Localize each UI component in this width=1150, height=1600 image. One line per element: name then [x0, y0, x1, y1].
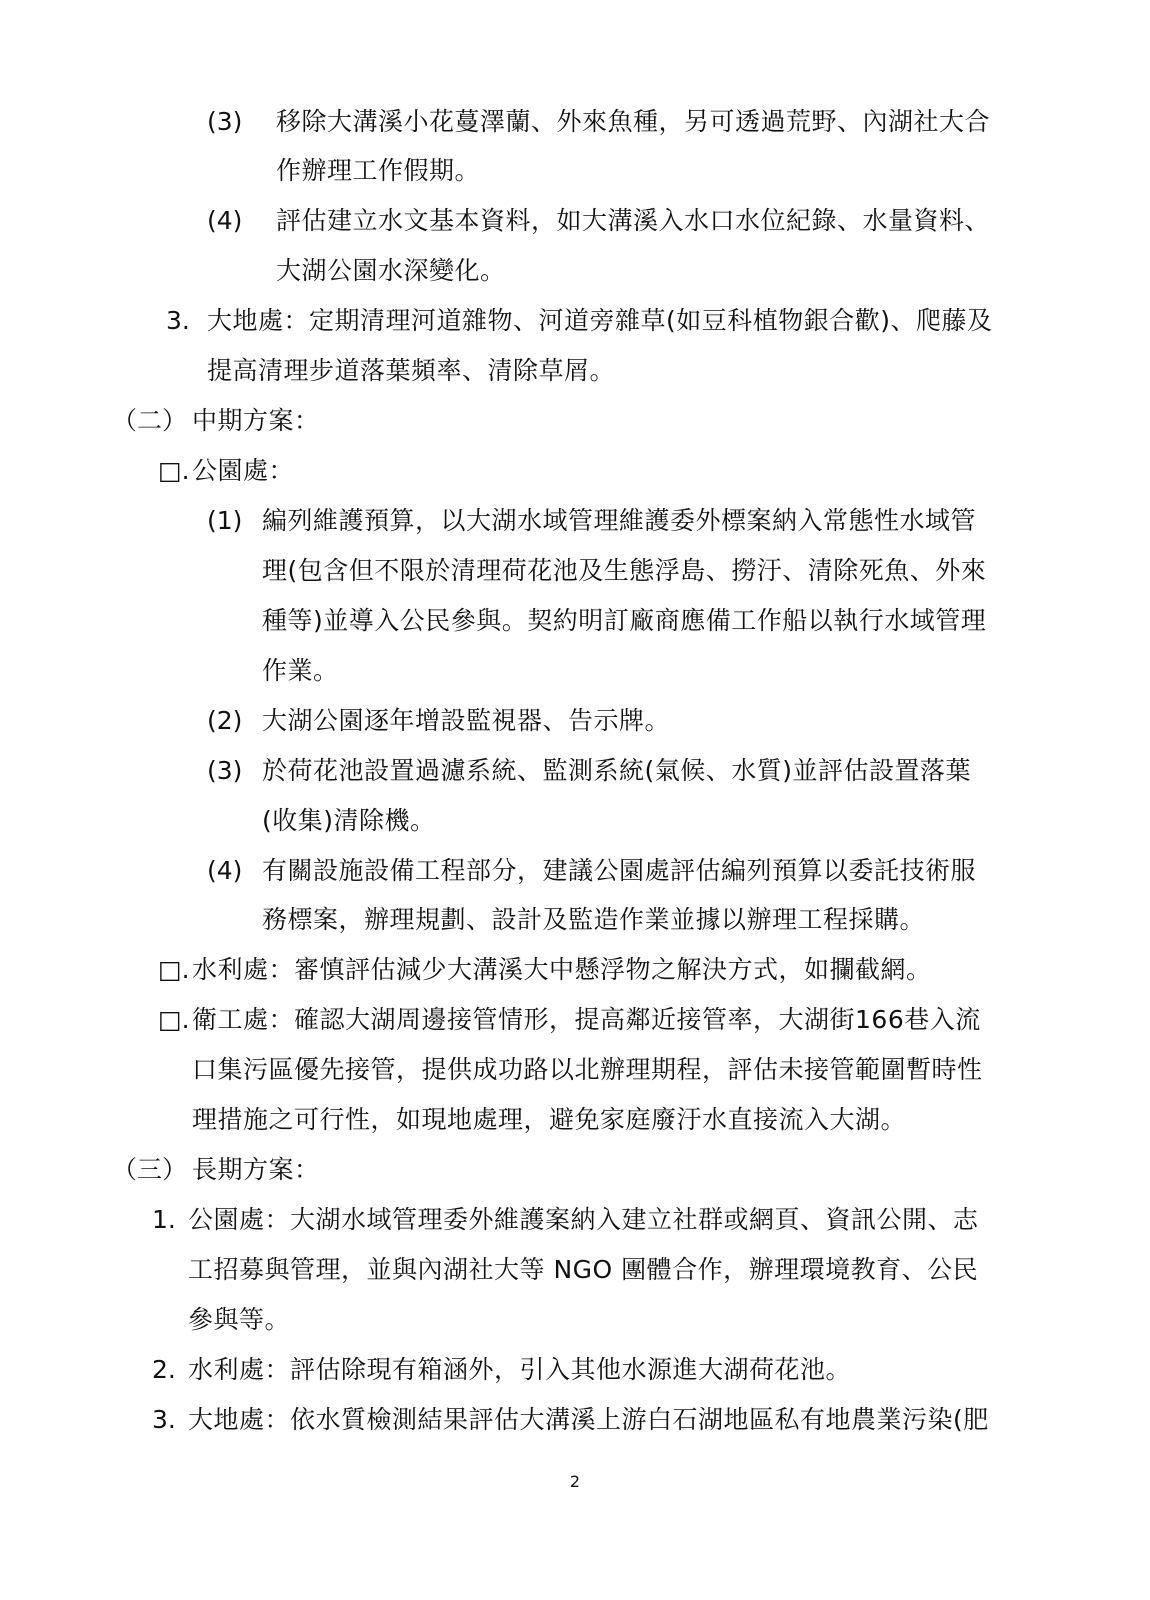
paragraph-line: 作辦理工作假期。: [276, 156, 481, 185]
list-marker: (4): [207, 206, 243, 235]
paragraph-line: 於荷花池設置過濾系統、監測系統(氣候、水質)並評估設置落葉: [262, 756, 972, 785]
paragraph-line: 作業。: [262, 656, 339, 685]
paragraph-line: (收集)清除機。: [262, 806, 436, 835]
paragraph-line: 大地處：定期清理河道雜物、河道旁雜草(如豆科植物銀合歡)、爬藤及: [207, 306, 993, 335]
paragraph-line: 大湖公園水深變化。: [276, 256, 506, 285]
paragraph-line: 理措施之可行性，如現地處理，避免家庭廢汙水直接流入大湖。: [192, 1105, 907, 1134]
paragraph-line: 公園處：大湖水域管理委外維護案納入建立社群或網頁、資訊公開、志: [188, 1205, 979, 1234]
paragraph-line: 提高清理步道落葉頻率、清除草屑。: [207, 356, 616, 385]
paragraph-line: 評估建立水文基本資料，如大溝溪入水口水位紀錄、水量資料、: [276, 206, 991, 235]
list-marker: (4): [207, 856, 243, 885]
paragraph-line: 大地處：依水質檢測結果評估大溝溪上游白石湖地區私有地農業污染(肥: [188, 1405, 989, 1434]
paragraph-line: 有關設施設備工程部分，建議公園處評估編列預算以委託技術服: [262, 856, 977, 885]
section-marker: （三）: [112, 1155, 188, 1184]
paragraph-line: 理(包含但不限於清理荷花池及生態浮島、撈汙、清除死魚、外來: [262, 556, 987, 585]
paragraph-line: 務標案，辦理規劃、設計及監造作業並據以辦理工程採購。: [262, 905, 926, 934]
list-marker: □.: [158, 456, 190, 485]
paragraph-line: 水利處：評估除現有箱涵外，引入其他水源進大湖荷花池。: [188, 1355, 852, 1384]
list-marker: (3): [207, 756, 243, 785]
section-heading: 長期方案：: [192, 1155, 320, 1184]
subsection-heading: 公園處：: [192, 456, 295, 485]
list-marker: 2.: [152, 1355, 176, 1384]
list-marker: 3.: [166, 306, 190, 335]
list-marker: (3): [207, 107, 243, 136]
paragraph-line: 水利處：審慎評估減少大溝溪大中懸浮物之解決方式，如攔截網。: [192, 955, 932, 984]
paragraph-line: 編列維護預算，以大湖水域管理維護委外標案納入常態性水域管: [262, 506, 977, 535]
list-marker: (2): [207, 706, 243, 735]
paragraph-line: 種等)並導入公民參與。契約明訂廠商應備工作船以執行水域管理: [262, 606, 987, 635]
paragraph-line: 口集污區優先接管，提供成功路以北辦理期程，評估未接管範圍暫時性: [192, 1055, 983, 1084]
paragraph-line: 參與等。: [188, 1305, 291, 1334]
list-marker: 3.: [152, 1405, 176, 1434]
section-marker: （二）: [112, 406, 188, 435]
list-marker: □.: [158, 1005, 190, 1034]
paragraph-line: 工招募與管理，並與內湖社大等 NGO 團體合作，辦理環境教育、公民: [188, 1255, 979, 1284]
paragraph-line: 衛工處：確認大湖周邊接管情形，提高鄰近接管率，大湖街166巷入流: [192, 1005, 981, 1034]
paragraph-line: 大湖公園逐年增設監視器、告示牌。: [262, 706, 671, 735]
section-heading: 中期方案：: [192, 406, 320, 435]
paragraph-line: 移除大溝溪小花蔓澤蘭、外來魚種，另可透過荒野、內湖社大合: [276, 107, 991, 136]
page-number: 2: [569, 1472, 581, 1491]
list-marker: 1.: [152, 1205, 176, 1234]
list-marker: □.: [158, 955, 190, 984]
list-marker: (1): [207, 506, 243, 535]
